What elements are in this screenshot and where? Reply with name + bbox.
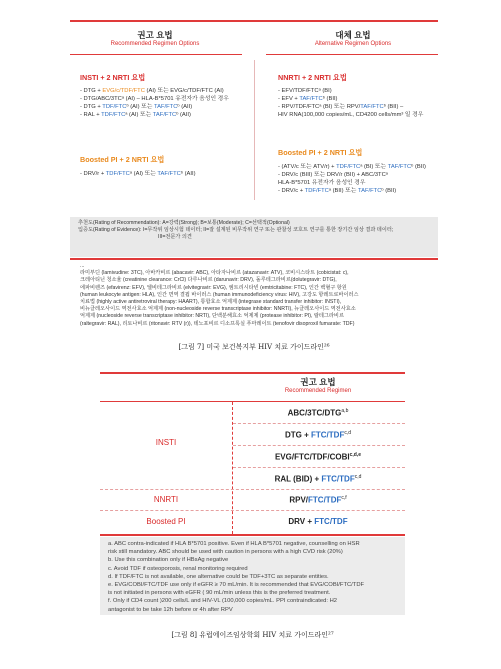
footnote-line: risk still mandatory. ABC should be used with caution in persons with a high CVD risk (20%) xyxy=(108,549,343,556)
left-insti-item-3: - DTG + TDF/FTCᵇ (AI) 또는 TAF/FTCᵇ (AII) xyxy=(80,104,193,110)
abbrev-ellipsis: ... xyxy=(80,263,85,269)
abbrev-list xyxy=(80,270,435,328)
abbrev-line: (raltegravir: RAL), 리토나비르 (ritonavir: RTV (r)), 테노포비르 디소프록실 푸마레이트 (tenofovir disoproxil fumarate: TDF) xyxy=(80,320,355,327)
regimen-drv-ftc-tdf: DRV + FTC/TDF xyxy=(288,517,348,526)
regimen-dtg-ftc-tdf: DTG + FTC/TDF$^{c,d}$ xyxy=(284,430,351,440)
row-label-insti: INSTI xyxy=(155,438,177,447)
recommended-subtitle: Recommended Regimen Options xyxy=(110,41,200,47)
figure-7-caption: [그림 7] 미국 보건복지부 HIV 치료 가이드라인²⁶ xyxy=(178,343,330,351)
regimen-rpv-ftc-tdf: RPV/FTC/TDF$^{c,f}$ xyxy=(289,495,347,505)
abbrev-line: 억제제 (nucleoside reverse transcriptase inhibitor: NRTI), 단백분해효소 억제제 (protease inhibitor: PI), 랄테그라비르 xyxy=(80,313,344,320)
footnote-list xyxy=(108,540,397,614)
fig8-top-rule xyxy=(100,372,405,374)
footnote-line: d. If TDF/FTC is not available, one alternative could be TDF+3TC as separate entities. xyxy=(108,573,329,580)
abbrev-line: 에파비렌즈 (efavirenz: EFV), 엘비테그라비르 (elvitegravir: EVG), 엠트리시타빈 (emtricitabine: FTC), 인간 백혈구 항원 xyxy=(80,284,347,291)
row-label-nnrti: NNRTI xyxy=(153,495,179,504)
ratings-box xyxy=(70,217,438,257)
footnote-line: b. Use this combination only if HBsAg negative xyxy=(108,557,229,564)
abbrev-line: 라미부딘 (lamivudine: 3TC), 아바카비르 (abacavir: ABC), 아타자나비르 (atazanavir: ATV), 코비시스타트 (cobicistat: c), xyxy=(80,270,349,277)
regimen-abc-3tc-dtg: ABC/3TC/DTG$^{a,b}$ xyxy=(287,408,349,418)
footnote-line: e. EVG/COBI/FTC/TDF use only if eGFR ≥ 70 mL/min. It is recommended that EVG/COBI/FTC/TDF xyxy=(108,582,365,589)
footnote-line: f. Only if CD4 count )200 cells/L and HIV-VL (100,000 copies/mL. PPI contraindicated: H2 xyxy=(108,598,337,605)
right-nnrti-item-4: HIV RNA(100,000 copies/mL, CD4200 cells/mm³ 일 경우 xyxy=(278,112,424,118)
abbrev-line: 비뉴클레오사이드 역전사효소 억제제 (non-nucleoside reverse transcriptase inhibitor: NNRTI), 뉴클레오사이드 역전사효소 xyxy=(80,306,356,313)
footnote-line: is not initiated in persons with eGFR ( 90 mL/min unless this is the preferred treatment. xyxy=(108,590,331,597)
fig8-header-rule xyxy=(100,401,405,402)
left-pi-title: Boosted PI + 2 NRTI 요법 xyxy=(80,155,165,164)
right-pi-item-2: - DRV/c (BIII) 또는 DRV/r (BII) + ABC/3TCᵃ xyxy=(278,172,388,178)
right-header-rule xyxy=(266,54,438,55)
left-insti-item-4: - RAL + TDF/FTCᵃ (AI) 또는 TAF/FTCᵇ (AII) xyxy=(80,112,191,118)
right-column xyxy=(278,73,438,195)
right-pi-item-4: - DRV/c + TDF/FTCᵃ (BII) 또는 TAF/FTCᵇ (BII) xyxy=(278,188,397,194)
left-header-rule xyxy=(70,54,242,55)
ratings-bottom-rule xyxy=(70,258,438,260)
right-nnrti-item-3: - RPV/TDF/FTCᵃ (BI) 또는 RPV/TAF/FTCᵇ (BII) – xyxy=(278,104,404,110)
left-insti-item-1: - DTG + EVG/c/TDF/FTC (AI) 또는 EVG/c/TDF/FTC (AI) xyxy=(80,88,224,94)
row-rule-insti xyxy=(100,489,405,490)
row-rule-2 xyxy=(233,445,405,446)
left-column xyxy=(80,73,250,178)
recommended-title: 권고 요법 xyxy=(137,30,173,40)
alternative-subtitle: Alternative Regimen Options xyxy=(314,41,392,47)
abbreviations xyxy=(80,263,435,328)
footnote-line: a. ABC contra-indicated if HLA B*5701 positive. Even if HLA B*5701 negative, counselling on HSR xyxy=(108,541,360,547)
column-divider xyxy=(254,60,255,200)
alternative-header xyxy=(268,29,438,47)
abbrev-line: 치료법 (highly active antiretroviral therapy: HAART), 통합효소 억제제 (integrase standard transfer inhibitor: INSTI), xyxy=(80,299,342,306)
row-rule-3 xyxy=(233,467,405,468)
right-pi-item-1: - (ATV/c 또는 ATV/r) + TDF/FTCᵃ (BI) 또는 TAF/FTCᵇ (BII) xyxy=(278,164,426,170)
abbrev-line: 크레아티닌 청소율 (creatinine clearance: CrCl) 다루나비르 (darunavir: DRV), 돌루테그라비르(dolutegravir: DTG), xyxy=(80,277,337,284)
regimen-ral-ftc-tdf: RAL (BID) + FTC/TDF$^{c,d}$ xyxy=(274,474,362,484)
alternative-title: 대체 요법 xyxy=(335,30,371,40)
recommended-header xyxy=(70,29,240,47)
fig8-header xyxy=(233,376,403,394)
fig8-subtitle: Recommended Regimen xyxy=(284,388,352,394)
row-rule-nnrti xyxy=(100,510,405,511)
fig8-column-divider xyxy=(232,402,234,534)
rating-expert: III=전문가 의견 xyxy=(158,234,192,241)
row-rule-1 xyxy=(233,423,405,424)
fig8-bottom-rule xyxy=(100,534,405,536)
footnote-line: antagonist to be take 12h before or 4h after RPV xyxy=(108,606,233,613)
right-pi-item-3: HLA-B*5701 유전자가 음성인 경우 xyxy=(278,180,366,186)
figure-8-caption: [그림 8] 유럽에이즈임상학회 HIV 치료 가이드라인²⁷ xyxy=(171,631,334,639)
right-nnrti-item-2: - EFV + TAF/FTCᵇ (BII) xyxy=(278,96,338,102)
rating-evidence: 입증도(Rating of Evidence): I=무작위 임상시험 데이터; II=잘 설계된 비무작위 연구 또는 관찰성 코호트 연구를 통한 장기간 임상 결과 데이터; xyxy=(78,227,394,234)
left-insti-item-2: - DTG/ABC/3TCᵃ (AI) – HLA-B*5701 유전자가 음성인 경우 xyxy=(80,96,229,102)
regimen-evg-ftc-tdf-cobi: EVG/FTC/TDF/COBI$^{c,d,e}$ xyxy=(274,452,362,462)
footnote-line: c. Avoid TDF if osteoporosis, renal monitoring required xyxy=(108,565,248,572)
row-label-boosted-pi: Boosted PI xyxy=(146,517,186,526)
top-rule xyxy=(70,20,438,22)
fig8-title: 권고 요법 xyxy=(300,377,336,387)
rating-recommendation: 추천도(Rating of Recommendation): A=강력(Strong); B=보통(Moderate); C=선택적(Optional) xyxy=(78,220,290,226)
abbrev-line: (human leukocyte antigen: HLA), 인간 면역 결핍 바이러스 (human immunodeficiency virus: HIV), 고강도 항레트로바이러스 xyxy=(80,291,359,298)
left-pi-item-1: - DRV/r + TDF/FTCᵃ (AI) 또는 TAF/FTCᵇ (AII) xyxy=(80,171,196,177)
footnotes-box xyxy=(100,537,405,615)
right-nnrti-item-1: - EFV/TDF/FTCᵃ (BI) xyxy=(278,88,332,94)
left-insti-title: INSTI + 2 NRTI 요법 xyxy=(80,73,146,82)
right-nnrti-title: NNRTI + 2 NRTI 요법 xyxy=(278,73,347,82)
right-pi-title: Boosted PI + 2 NRTI 요법 xyxy=(278,148,363,157)
